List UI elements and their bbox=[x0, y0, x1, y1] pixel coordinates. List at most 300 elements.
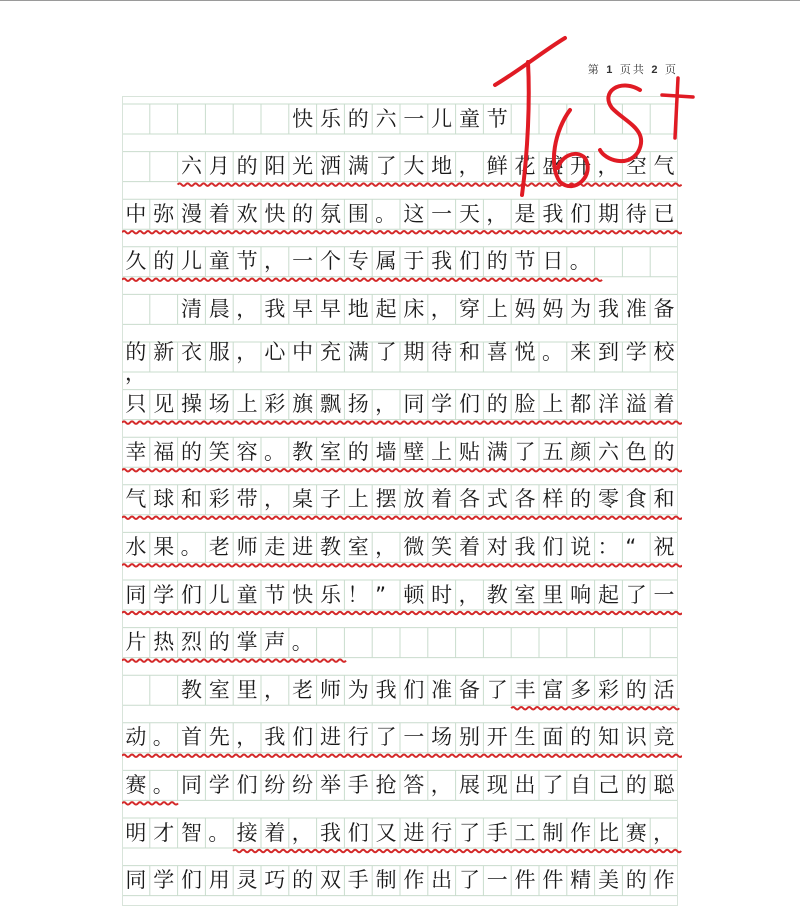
grid-cell: 准 bbox=[431, 677, 453, 702]
grid-cell: 着 bbox=[458, 534, 480, 559]
grid-cell: 着 bbox=[653, 392, 675, 417]
grid-cell: 各 bbox=[458, 487, 480, 512]
grid-cell: 微 bbox=[403, 534, 425, 559]
grid-cell: ， bbox=[375, 392, 397, 417]
grid-cell: 为 bbox=[570, 296, 592, 321]
grid-cell: 期 bbox=[403, 340, 425, 364]
grid-cell: ， bbox=[236, 725, 258, 750]
grid-cell: 行 bbox=[347, 725, 369, 750]
essay-line bbox=[122, 199, 678, 229]
grid-cell: 同 bbox=[125, 868, 147, 893]
grid-cell: ， bbox=[125, 361, 146, 385]
grid-cell: 悦 bbox=[514, 340, 536, 364]
grid-cell bbox=[150, 294, 178, 324]
grid-cell: 到 bbox=[597, 340, 619, 364]
grid-cell: 快 bbox=[264, 201, 286, 226]
grid-cell: 颜 bbox=[570, 439, 592, 464]
grid-cell: 了 bbox=[514, 439, 536, 464]
grid-cell: 起 bbox=[597, 582, 619, 607]
grid-cell: 围 bbox=[347, 201, 369, 226]
grid-cell: 的 bbox=[486, 392, 508, 417]
grid-cell: 妈 bbox=[514, 296, 536, 321]
grid-cell: 六 bbox=[180, 154, 202, 179]
grid-cell: 们 bbox=[292, 725, 314, 750]
grid-cell: 教 bbox=[486, 582, 508, 607]
grid-cell bbox=[150, 152, 178, 182]
grid-cell: ， bbox=[486, 201, 508, 226]
grid-cell bbox=[122, 104, 150, 134]
grid-cell: 童 bbox=[236, 582, 258, 607]
grid-cell: 样 bbox=[542, 487, 564, 512]
essay-line bbox=[122, 340, 678, 385]
grid-cell: 纷 bbox=[264, 772, 286, 797]
grid-cell: 热 bbox=[153, 630, 175, 655]
grid-cell: 现 bbox=[486, 772, 508, 797]
grid-cell: 同 bbox=[403, 392, 425, 417]
grid-cell: 我 bbox=[431, 249, 453, 274]
page-number-prefix: 第 bbox=[587, 63, 601, 76]
essay-line bbox=[122, 580, 678, 610]
grid-cell: 了 bbox=[458, 868, 480, 893]
grid-cell: 准 bbox=[625, 296, 647, 321]
grid-cell: 我 bbox=[375, 677, 397, 702]
grid-cell: ， bbox=[597, 154, 619, 179]
grid-cell: 的 bbox=[125, 340, 147, 364]
essay-line bbox=[122, 152, 678, 182]
grid-cell: 晨 bbox=[208, 296, 230, 321]
grid-cell: 响 bbox=[570, 582, 592, 607]
grid-cell: ！ bbox=[347, 582, 369, 607]
grid-cell: 活 bbox=[653, 677, 675, 702]
grid-cell: ， bbox=[291, 820, 313, 845]
grid-cell: 上 bbox=[542, 392, 564, 417]
grid-cell: 动 bbox=[125, 725, 147, 750]
grid-cell: 上 bbox=[236, 392, 258, 417]
grid-cell: 弥 bbox=[153, 201, 175, 226]
grid-cell: 光 bbox=[292, 154, 314, 179]
grid-cell: 巧 bbox=[264, 868, 286, 893]
grid-cell: 上 bbox=[431, 439, 453, 464]
grid-cell: 声 bbox=[264, 630, 286, 655]
grid-cell: 飘 bbox=[319, 392, 341, 417]
grid-cell: 妈 bbox=[542, 296, 564, 321]
grid-cell: 师 bbox=[236, 534, 258, 559]
grid-cell: 件 bbox=[542, 868, 564, 893]
grid-cell: 已 bbox=[653, 201, 675, 226]
grid-cell: 出 bbox=[431, 868, 453, 893]
composition-sheet bbox=[122, 96, 678, 906]
grid-cell: ， bbox=[430, 772, 452, 797]
grid-cell: 自 bbox=[570, 772, 592, 797]
grid-cell: 脸 bbox=[514, 392, 536, 417]
grid-cell: 零 bbox=[597, 487, 619, 512]
grid-cell: 节 bbox=[486, 106, 508, 131]
grid-cell: 们 bbox=[180, 582, 202, 607]
grid-cell: 室 bbox=[319, 439, 341, 464]
grid-cell: 出 bbox=[514, 772, 536, 797]
grid-cell: 别 bbox=[458, 725, 480, 750]
grid-cell: 扬 bbox=[347, 392, 369, 417]
grid-cell bbox=[233, 104, 261, 134]
grid-cell: 欢 bbox=[236, 201, 258, 226]
grid-cell: 老 bbox=[208, 534, 230, 559]
grid-cell: 了 bbox=[486, 677, 508, 702]
grid-cell: 一 bbox=[403, 725, 425, 750]
grid-cell: 是 bbox=[514, 201, 536, 226]
grid-cell: 属 bbox=[375, 249, 397, 274]
grid-cell: 新 bbox=[153, 340, 175, 364]
grid-cell: 的 bbox=[347, 439, 369, 464]
essay-line bbox=[122, 628, 678, 658]
grid-cell: 里 bbox=[236, 677, 258, 702]
grid-cell: 上 bbox=[486, 296, 508, 321]
grid-cell: 时 bbox=[431, 582, 453, 607]
grid-cell: 比 bbox=[597, 820, 619, 845]
grid-cell bbox=[122, 152, 150, 182]
grid-cell: 笑 bbox=[208, 439, 230, 464]
grid-cell: 彩 bbox=[208, 487, 230, 512]
grid-cell: 五 bbox=[542, 439, 564, 464]
grid-cell: 只 bbox=[125, 392, 147, 417]
page-number-suffix: 页 bbox=[665, 63, 678, 76]
essay-line bbox=[122, 485, 678, 515]
grid-cell: 明 bbox=[125, 820, 147, 845]
grid-cell: “ bbox=[625, 534, 637, 559]
grid-cell: 的 bbox=[180, 439, 202, 464]
total-pages: 2 bbox=[651, 64, 660, 76]
grid-cell: 。 bbox=[208, 820, 230, 845]
grid-cell: 的 bbox=[292, 201, 314, 226]
grid-cell: 双 bbox=[319, 868, 341, 893]
grid-cell: 我 bbox=[542, 201, 564, 226]
page-number-middle: 页共 bbox=[619, 63, 646, 76]
grid-cell: 儿 bbox=[208, 582, 230, 607]
grid-cell: 祝 bbox=[653, 534, 675, 559]
grid-cell: 气 bbox=[125, 487, 147, 512]
grid-cell: 一 bbox=[431, 201, 453, 226]
grid-cell: 快 bbox=[292, 106, 314, 131]
grid-cell: 。 bbox=[263, 439, 285, 464]
grid-cell: 们 bbox=[542, 534, 564, 559]
grid-cell: 生 bbox=[514, 725, 536, 750]
grid-cell: 的 bbox=[347, 106, 369, 131]
grid-cell: 了 bbox=[458, 820, 480, 845]
grid-cell: 壁 bbox=[403, 439, 425, 464]
grid-cell: 福 bbox=[153, 439, 175, 464]
grid-cell: 美 bbox=[597, 868, 619, 893]
essay-line bbox=[122, 247, 678, 277]
grid-cell bbox=[261, 104, 289, 134]
grid-cell: 掌 bbox=[236, 630, 258, 655]
grid-cell bbox=[178, 104, 206, 134]
grid-cell: 中 bbox=[292, 340, 314, 364]
grid-cell: 气 bbox=[653, 154, 675, 179]
grid-cell: 一 bbox=[653, 582, 675, 607]
grid-cell: 式 bbox=[486, 487, 508, 512]
grid-cell: 我 bbox=[514, 534, 536, 559]
essay-line bbox=[122, 770, 678, 800]
grid-cell: 的 bbox=[236, 154, 258, 179]
grid-cell: 制 bbox=[375, 868, 397, 893]
grid-cell: 用 bbox=[208, 868, 230, 893]
grid-cell: 节 bbox=[514, 249, 536, 274]
essay-line bbox=[122, 818, 678, 848]
grid-cell: 老 bbox=[292, 677, 314, 702]
grid-cell: 们 bbox=[458, 249, 480, 274]
grid-cell: 早 bbox=[292, 296, 314, 321]
grid-cell: 我 bbox=[597, 296, 619, 321]
grid-cell: 久 bbox=[125, 249, 147, 274]
grid-cell: 的 bbox=[153, 249, 175, 274]
grid-cell: 清 bbox=[180, 296, 202, 321]
grid-cell: 童 bbox=[208, 249, 230, 274]
grid-cell: 我 bbox=[319, 820, 341, 845]
grid-cell: 喜 bbox=[486, 340, 508, 364]
essay-line bbox=[122, 294, 678, 324]
grid-cell: ， bbox=[458, 154, 480, 179]
grid-cell: 洒 bbox=[319, 154, 341, 179]
page-number bbox=[588, 61, 678, 77]
grid-cell: 首 bbox=[180, 725, 202, 750]
grid-cell: 展 bbox=[458, 772, 480, 797]
grid-cell: 子 bbox=[319, 487, 341, 512]
grid-cell: 满 bbox=[486, 439, 508, 464]
grid-cell: 教 bbox=[292, 439, 314, 464]
grid-cell: 的 bbox=[653, 439, 675, 464]
grid-cell: ， bbox=[263, 249, 285, 274]
grid-cell: 多 bbox=[570, 677, 592, 702]
grid-cell: 。 bbox=[180, 534, 202, 559]
grid-cell: 衣 bbox=[180, 340, 202, 364]
grid-cell: 月 bbox=[208, 154, 230, 179]
grid-cell: 溢 bbox=[625, 392, 647, 417]
grid-cell: 快 bbox=[292, 582, 314, 607]
grid-cell: 教 bbox=[180, 677, 202, 702]
grid-cell: ” bbox=[375, 582, 387, 607]
grid-cell: 了 bbox=[375, 340, 397, 364]
grid-cell: 操 bbox=[180, 392, 202, 417]
grid-cell: 摆 bbox=[375, 487, 397, 512]
grid-cell: 放 bbox=[403, 487, 425, 512]
grid-cell: 走 bbox=[264, 534, 286, 559]
grid-cell: 来 bbox=[570, 340, 592, 364]
grid-cell: 进 bbox=[292, 534, 314, 559]
grid-cell: 中 bbox=[125, 201, 147, 226]
grid-cell: 接 bbox=[236, 820, 258, 845]
grid-cell: 充 bbox=[319, 340, 341, 364]
grid-cell: 一 bbox=[486, 868, 508, 893]
grid-cell: 果 bbox=[153, 534, 175, 559]
grid-cell: ， bbox=[430, 296, 452, 321]
grid-cell: 作 bbox=[403, 868, 425, 893]
grid-cell: 先 bbox=[208, 725, 230, 750]
grid-cell: 烈 bbox=[180, 630, 202, 655]
grid-cell: 面 bbox=[542, 725, 564, 750]
grid-cell: 这 bbox=[403, 201, 425, 226]
grid-cell: 节 bbox=[264, 582, 286, 607]
grid-cell: 节 bbox=[236, 249, 258, 274]
grid-cell: 六 bbox=[597, 439, 619, 464]
grid-cell: 和 bbox=[653, 487, 675, 512]
grid-cell: 们 bbox=[570, 201, 592, 226]
grid-cell: 手 bbox=[486, 820, 508, 845]
grid-cell: 。 bbox=[152, 772, 174, 797]
grid-cell: 们 bbox=[236, 772, 258, 797]
grid-cell: 贴 bbox=[458, 439, 480, 464]
grid-cell: 幸 bbox=[125, 439, 147, 464]
essay-line bbox=[122, 532, 678, 562]
grid-cell: 都 bbox=[570, 392, 592, 417]
grid-cell: 备 bbox=[653, 296, 675, 321]
grid-cell: ， bbox=[653, 820, 675, 845]
grid-cell bbox=[205, 104, 233, 134]
grid-cell: 花 bbox=[514, 154, 536, 179]
grid-cell: 抢 bbox=[375, 772, 397, 797]
grid-cell: 室 bbox=[514, 582, 536, 607]
grid-cell: 满 bbox=[347, 154, 369, 179]
grid-cell: 的 bbox=[486, 249, 508, 274]
grid-cell: 校 bbox=[653, 340, 675, 364]
grid-cell: 手 bbox=[347, 868, 369, 893]
grid-cell: 儿 bbox=[180, 249, 202, 274]
grid-cell: 学 bbox=[153, 868, 175, 893]
grid-cell: 件 bbox=[514, 868, 536, 893]
grid-cell: 个 bbox=[319, 249, 341, 274]
grid-cell: 起 bbox=[375, 296, 397, 321]
grid-cell: 说 bbox=[570, 534, 592, 559]
grid-cell: 鲜 bbox=[486, 154, 508, 179]
grid-cell: 见 bbox=[153, 392, 175, 417]
grid-cell: 洋 bbox=[597, 392, 619, 417]
grid-cell: 笑 bbox=[431, 534, 453, 559]
grid-cell: 富 bbox=[542, 677, 564, 702]
grid-cell: 行 bbox=[431, 820, 453, 845]
essay-line bbox=[122, 866, 678, 896]
grid-cell: 色 bbox=[625, 439, 647, 464]
grid-cell: 的 bbox=[570, 487, 592, 512]
grid-cell: 空 bbox=[625, 154, 647, 179]
grid-cell: 己 bbox=[597, 772, 619, 797]
grid-cell: 彩 bbox=[264, 392, 286, 417]
grid-cell bbox=[122, 294, 150, 324]
grid-cell: 日 bbox=[542, 249, 564, 274]
grid-cell: 里 bbox=[542, 582, 564, 607]
grid-cell: 的 bbox=[625, 772, 647, 797]
grid-cell: 片 bbox=[125, 630, 147, 655]
grid-cell: 的 bbox=[625, 677, 647, 702]
grid-cell: 彩 bbox=[597, 677, 619, 702]
grid-cell: 精 bbox=[570, 868, 592, 893]
grid-cell: 六 bbox=[375, 106, 397, 131]
essay-line bbox=[122, 675, 678, 705]
grid-cell: 室 bbox=[208, 677, 230, 702]
grid-cell: 。 bbox=[541, 340, 563, 364]
grid-cell: 同 bbox=[125, 582, 147, 607]
essay-line bbox=[122, 437, 678, 467]
grid-cell: 阳 bbox=[264, 154, 286, 179]
grid-cell: 着 bbox=[431, 487, 453, 512]
grid-cell: ， bbox=[375, 534, 397, 559]
grid-cell: 墙 bbox=[375, 439, 397, 464]
grid-cell: 们 bbox=[403, 677, 425, 702]
grid-cell: 进 bbox=[403, 820, 425, 845]
grid-cell: 待 bbox=[431, 340, 453, 364]
grid-cell: 的 bbox=[208, 630, 230, 655]
grid-cell: 举 bbox=[319, 772, 341, 797]
grid-cell: 和 bbox=[458, 340, 480, 364]
grid-cell: 地 bbox=[347, 296, 369, 321]
grid-cell: 着 bbox=[208, 201, 230, 226]
grid-cell: 才 bbox=[153, 820, 175, 845]
grid-cell: 识 bbox=[625, 725, 647, 750]
grid-cell: 场 bbox=[208, 392, 230, 417]
grid-cell: 。 bbox=[152, 725, 174, 750]
grid-cell: 开 bbox=[486, 725, 508, 750]
grid-cell: 一 bbox=[292, 249, 314, 274]
grid-cell: 同 bbox=[180, 772, 202, 797]
grid-cell: 的 bbox=[625, 868, 647, 893]
grid-cell: ， bbox=[236, 296, 258, 321]
grid-cell: ， bbox=[263, 487, 285, 512]
grid-cell: 师 bbox=[319, 677, 341, 702]
grid-cell: 灵 bbox=[236, 868, 258, 893]
grid-cell: 们 bbox=[347, 820, 369, 845]
grid-cell: 制 bbox=[542, 820, 564, 845]
grid-cell: 漫 bbox=[180, 201, 202, 226]
grid-cell: 的 bbox=[292, 868, 314, 893]
grid-cell: 食 bbox=[625, 487, 647, 512]
grid-cell: 智 bbox=[180, 820, 202, 845]
grid-cell: 学 bbox=[153, 582, 175, 607]
grid-cell: 们 bbox=[458, 392, 480, 417]
current-page: 1 bbox=[606, 64, 615, 76]
grid-cell: 作 bbox=[570, 820, 592, 845]
grid-cell: 氛 bbox=[319, 201, 341, 226]
grid-cell: 带 bbox=[236, 487, 258, 512]
grid-cell: 满 bbox=[347, 340, 369, 364]
grid-cell: 了 bbox=[625, 582, 647, 607]
grid-cell: 教 bbox=[319, 534, 341, 559]
grid-cell: 水 bbox=[125, 534, 147, 559]
grid-cell: 丰 bbox=[514, 677, 536, 702]
grid-cell: 心 bbox=[264, 340, 286, 364]
essay-line bbox=[122, 723, 678, 753]
grid-cell: 顿 bbox=[403, 582, 425, 607]
grid-cell: 球 bbox=[153, 487, 175, 512]
grid-cell: 和 bbox=[180, 487, 202, 512]
grid-cell: 床 bbox=[403, 296, 425, 321]
grid-cell: 聪 bbox=[653, 772, 675, 797]
grid-cell: 地 bbox=[431, 154, 453, 179]
grid-cell bbox=[150, 675, 178, 705]
grid-cell: 场 bbox=[431, 725, 453, 750]
grid-cell: 了 bbox=[375, 154, 397, 179]
grid-cell: 容 bbox=[236, 439, 258, 464]
grid-cell: 。 bbox=[375, 201, 397, 226]
grid-cell: 乐 bbox=[319, 106, 341, 131]
grid-cell: 旗 bbox=[292, 392, 314, 417]
grid-cell: 们 bbox=[180, 868, 202, 893]
grid-cell: 的 bbox=[570, 725, 592, 750]
grid-cell: 为 bbox=[347, 677, 369, 702]
grid-cell: 我 bbox=[264, 725, 286, 750]
grid-cell: ， bbox=[458, 582, 480, 607]
essay-line bbox=[122, 390, 678, 420]
grid-cell: 一 bbox=[403, 106, 425, 131]
grid-cell: 手 bbox=[347, 772, 369, 797]
grid-cell: 进 bbox=[319, 725, 341, 750]
top-rule bbox=[0, 0, 800, 1]
